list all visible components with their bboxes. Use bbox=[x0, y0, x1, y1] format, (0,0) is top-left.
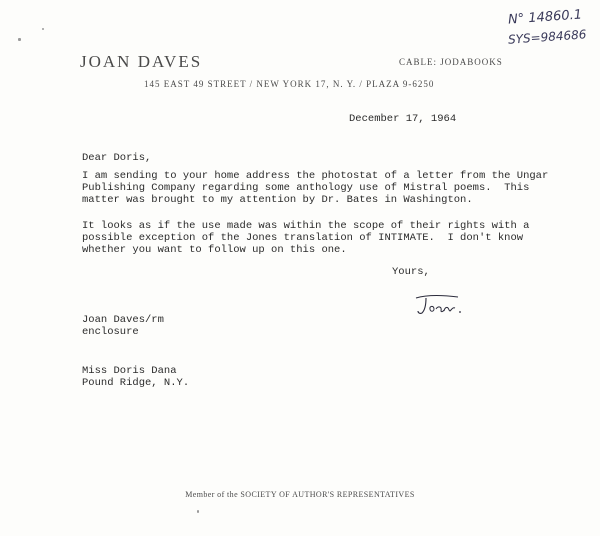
letter-date: December 17, 1964 bbox=[349, 113, 457, 125]
letterhead-cable: CABLE: JODABOOKS bbox=[399, 57, 503, 67]
body-paragraph-2 bbox=[82, 220, 529, 257]
archive-sys-annotation: SYS=984686 bbox=[507, 27, 587, 47]
letterhead-name: JOAN DAVES bbox=[80, 52, 203, 71]
footer-membership: Member of the SOCIETY OF AUTHOR'S REPRESENTATIVES bbox=[185, 490, 415, 499]
sender-initials: Joan Daves/rm bbox=[82, 314, 164, 326]
paragraph-line: It looks as if the use made was within the scope of their rights with a bbox=[82, 220, 530, 232]
handwritten-signature bbox=[412, 292, 464, 320]
enclosure-note: enclosure bbox=[82, 326, 139, 339]
archive-number-annotation: N° 14860.1 bbox=[507, 7, 583, 28]
paper-speck bbox=[197, 510, 199, 513]
paragraph-line: possible exception of the Jones translation of INTIMATE. I don't know bbox=[82, 232, 524, 245]
paragraph-line: whether you want to follow up on this one. bbox=[82, 244, 347, 257]
recipient-name: Miss Doris Dana bbox=[82, 365, 177, 377]
paragraph-line: matter was brought to my attention by Dr. Bates in Washington. bbox=[82, 194, 473, 207]
paper-speck bbox=[42, 28, 44, 30]
paragraph-line: Publishing Company regarding some anthology use of Mistral poems. This bbox=[82, 182, 530, 195]
salutation: Dear Doris, bbox=[82, 152, 152, 164]
closing: Yours, bbox=[392, 266, 430, 278]
letterhead-address: 145 EAST 49 STREET / NEW YORK 17, N. Y. / PLAZA 9-6250 bbox=[144, 79, 435, 89]
recipient-block bbox=[82, 365, 189, 389]
recipient-address: Pound Ridge, N.Y. bbox=[82, 377, 190, 390]
paragraph-line: I am sending to your home address the photostat of a letter from the Ungar bbox=[82, 170, 549, 182]
sender-block bbox=[82, 314, 164, 338]
paper-speck bbox=[18, 38, 21, 41]
body-paragraph-1 bbox=[82, 170, 548, 207]
